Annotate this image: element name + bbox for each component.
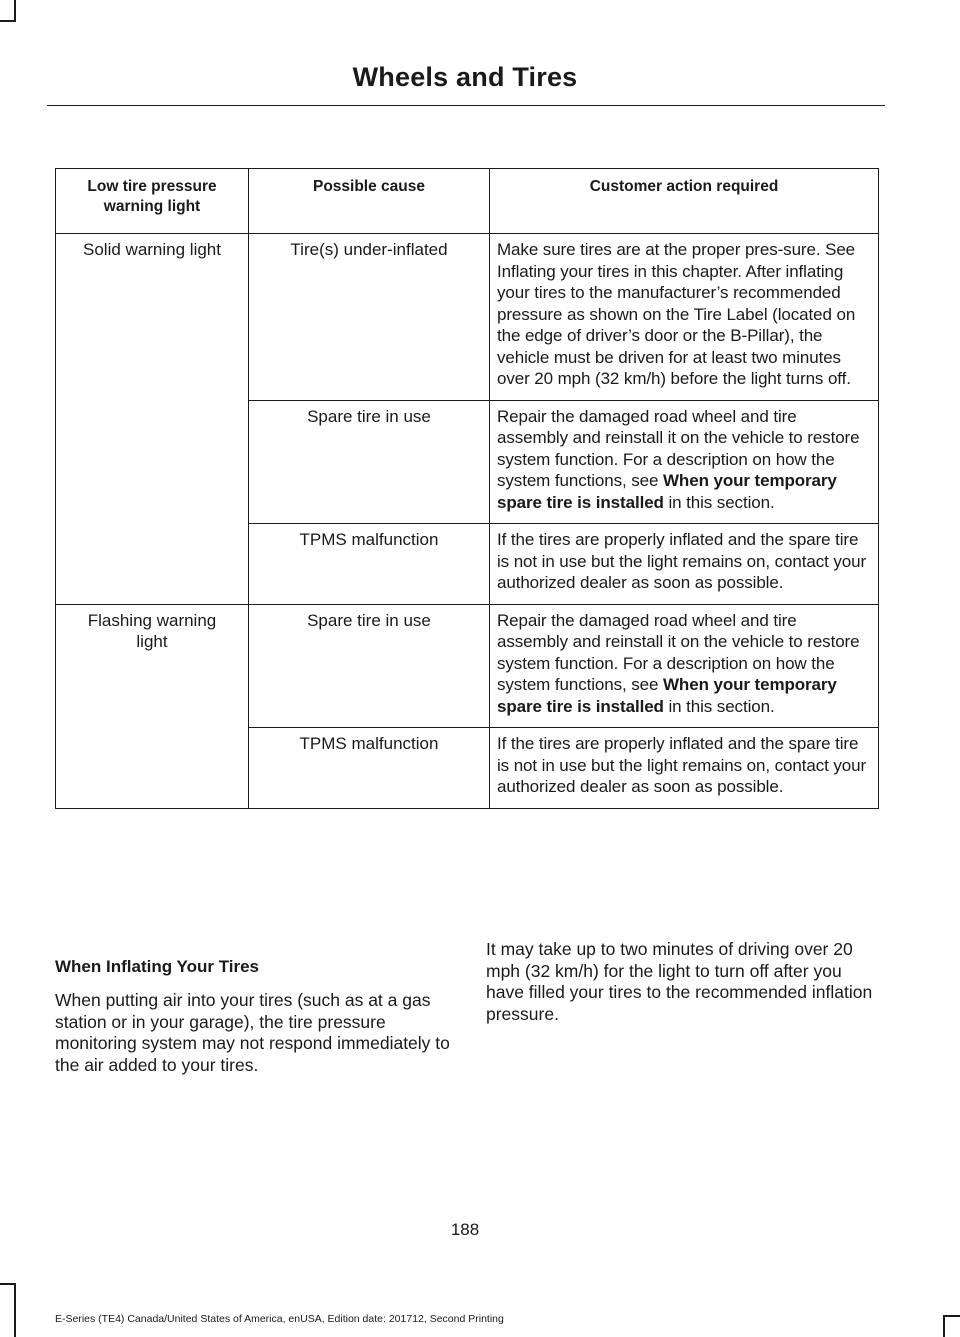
column-header-action: Customer action required xyxy=(490,169,879,234)
warning-light-cell: Flashing warning light xyxy=(56,604,249,808)
page-title: Wheels and Tires xyxy=(352,62,578,92)
table-row xyxy=(56,234,879,401)
possible-cause-cell: Spare tire in use xyxy=(249,400,490,524)
crop-mark xyxy=(14,1283,16,1337)
left-paragraph: When putting air into your tires (such as at a gas station or in your garage), the tire pressure monitoring system may not respond immediately to the air added to your tires. xyxy=(55,990,450,1075)
column-header-light: Low tire pressure warning light xyxy=(56,169,249,234)
cross-reference: When your temporary spare tire is installed xyxy=(497,675,837,716)
section-heading: When Inflating Your Tires xyxy=(55,957,260,976)
action-cell: If the tires are properly inflated and the spare tire is not in use but the light remains on, contact your authorized dealer as soon as possible. xyxy=(490,728,879,809)
right-paragraph: It may take up to two minutes of driving over 20 mph (32 km/h) for the light to turn off after you have filled your tires to the recommended inflation pressure. xyxy=(486,939,873,1024)
column-header-cause: Possible cause xyxy=(249,169,490,234)
possible-cause-cell: TPMS malfunction xyxy=(249,728,490,809)
page-number: 188 xyxy=(450,1220,480,1239)
footer-edition-text: E-Series (TE4) Canada/United States of America, enUSA, Edition date: 201712, Second Printing xyxy=(55,1313,504,1325)
header-divider xyxy=(47,105,885,106)
tpms-warning-table xyxy=(55,168,879,809)
crop-mark xyxy=(943,1315,960,1317)
table-row xyxy=(56,604,879,728)
action-text: Repair the damaged road wheel and tire assembly and reinstall it on the vehicle to restore system function. For a description on how the system functions, see xyxy=(497,610,860,694)
cross-reference: When your temporary spare tire is installed xyxy=(497,471,837,512)
action-cell xyxy=(490,400,879,524)
possible-cause-cell: TPMS malfunction xyxy=(249,524,490,605)
possible-cause-cell: Spare tire in use xyxy=(249,604,490,728)
warning-light-cell: Solid warning light xyxy=(56,234,249,605)
crop-mark xyxy=(0,20,16,22)
crop-mark xyxy=(943,1315,945,1337)
table-header-row xyxy=(56,169,879,234)
action-text: in this section. xyxy=(663,492,775,512)
action-cell xyxy=(490,604,879,728)
crop-mark xyxy=(14,0,16,22)
action-cell: If the tires are properly inflated and the spare tire is not in use but the light remains on, contact your authorized dealer as soon as possible. xyxy=(490,524,879,605)
possible-cause-cell: Tire(s) under-inflated xyxy=(249,234,490,401)
action-cell: Make sure tires are at the proper pres-sure. See Inflating your tires in this chapter. After inflating your tires to the manufacturer’s recommended pressure as shown on the Tire Label (located on the edge of driver’s door or the B-Pillar), the vehicle must be driven for at least two minutes over 20 mph (32 km/h) before the light turns off. xyxy=(490,234,879,401)
action-text: Repair the damaged road wheel and tire assembly and reinstall it on the vehicle to restore system function. For a description on how the system functions, see xyxy=(497,406,860,490)
action-text: in this section. xyxy=(663,696,775,716)
crop-mark xyxy=(0,1283,16,1285)
